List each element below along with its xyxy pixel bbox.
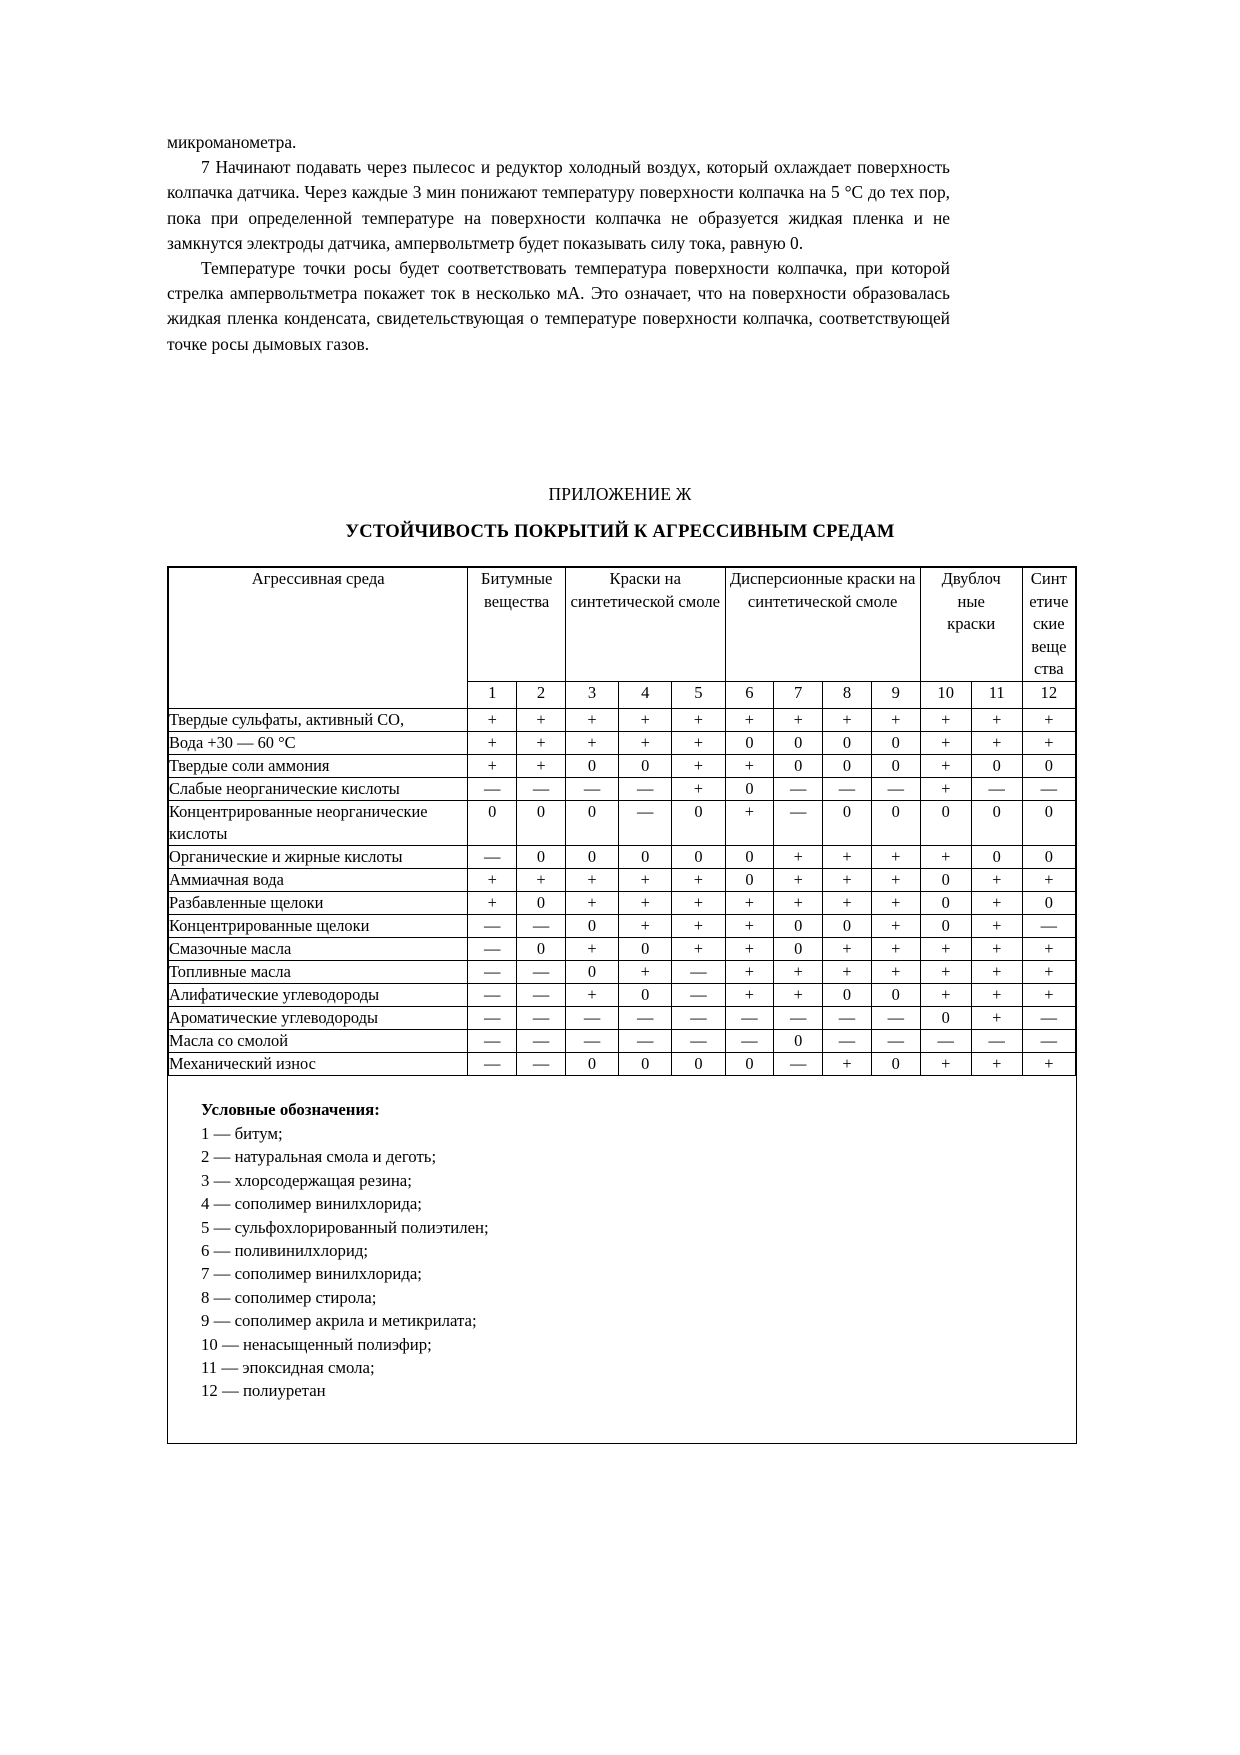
paragraph-2: Температуре точки росы будет соответствовать температура поверхности колпачка, при которой стрелка ампервольтметра покажет ток в несколько мА. Это означает, что на поверхности образовалась жидкая пленка конденсата, свидетельствующая о температуре поверхности колпачка, соответствующей точке росы дымовых газов. bbox=[167, 258, 950, 354]
table-cell: 0 bbox=[517, 845, 566, 868]
table-cell: — bbox=[468, 1029, 517, 1052]
table-cell: + bbox=[619, 868, 672, 891]
table-cell: — bbox=[672, 1029, 725, 1052]
table-cell: 0 bbox=[920, 868, 971, 891]
table-cell: + bbox=[517, 708, 566, 731]
header-number-2: 2 bbox=[517, 681, 566, 708]
body-text-block bbox=[167, 130, 950, 357]
table-cell: + bbox=[672, 708, 725, 731]
table-cell: + bbox=[565, 868, 618, 891]
header-number-5: 5 bbox=[672, 681, 725, 708]
table-cell: 0 bbox=[725, 731, 774, 754]
table-cell: — bbox=[619, 777, 672, 800]
table-row bbox=[169, 708, 1076, 731]
table-cell: — bbox=[1022, 1006, 1075, 1029]
table-cell: + bbox=[1022, 708, 1075, 731]
table-cell: + bbox=[823, 868, 872, 891]
table-cell: — bbox=[619, 800, 672, 845]
table-cell: — bbox=[672, 960, 725, 983]
table-cell: 0 bbox=[565, 960, 618, 983]
legend-item: 1 — битум; bbox=[201, 1123, 283, 1143]
table-cell: — bbox=[1022, 1029, 1075, 1052]
table-cell: — bbox=[468, 914, 517, 937]
table-cell: 0 bbox=[920, 800, 971, 845]
table-cell: — bbox=[468, 983, 517, 1006]
table-cell: + bbox=[971, 868, 1022, 891]
table-cell: + bbox=[517, 868, 566, 891]
table-row bbox=[169, 1029, 1076, 1052]
header-number-12: 12 bbox=[1022, 681, 1075, 708]
table-cell: — bbox=[725, 1029, 774, 1052]
table-cell: — bbox=[774, 800, 823, 845]
header-group-two-component-paints: Двублоч ные краски bbox=[920, 568, 1022, 682]
table-row-label: Концентрированные неорганические кислоты bbox=[169, 800, 468, 845]
table-cell: 0 bbox=[823, 914, 872, 937]
table-cell: + bbox=[672, 777, 725, 800]
table-cell: — bbox=[1022, 777, 1075, 800]
table-cell: — bbox=[565, 1006, 618, 1029]
legend-item: 10 — ненасыщенный полиэфир; bbox=[201, 1334, 432, 1354]
table-cell: 0 bbox=[725, 1052, 774, 1075]
table-cell: + bbox=[920, 777, 971, 800]
table-cell: 0 bbox=[619, 983, 672, 1006]
table-cell: — bbox=[517, 983, 566, 1006]
table-row-label: Органические и жирные кислоты bbox=[169, 845, 468, 868]
table-cell: 0 bbox=[565, 1052, 618, 1075]
table-cell: + bbox=[725, 914, 774, 937]
table-cell: 0 bbox=[774, 914, 823, 937]
legend-item: 3 — хлорсодержащая резина; bbox=[201, 1170, 412, 1190]
table-row bbox=[169, 891, 1076, 914]
table-cell: — bbox=[468, 777, 517, 800]
table-cell: + bbox=[823, 845, 872, 868]
legend-item: 2 — натуральная смола и деготь; bbox=[201, 1147, 437, 1167]
table-cell: + bbox=[971, 1006, 1022, 1029]
table-cell: 0 bbox=[971, 800, 1022, 845]
table-cell: 0 bbox=[823, 800, 872, 845]
table-cell: 0 bbox=[920, 914, 971, 937]
table-cell: — bbox=[468, 845, 517, 868]
table-cell: 0 bbox=[971, 845, 1022, 868]
table-cell: 0 bbox=[823, 983, 872, 1006]
table-cell: + bbox=[619, 914, 672, 937]
table-cell: + bbox=[565, 891, 618, 914]
table-cell: 0 bbox=[565, 845, 618, 868]
header-number-9: 9 bbox=[871, 681, 920, 708]
legend-item: 7 — сополимер винилхлорида; bbox=[201, 1264, 422, 1284]
table-cell: 0 bbox=[725, 868, 774, 891]
table-cell: + bbox=[565, 937, 618, 960]
table-cell: + bbox=[517, 754, 566, 777]
table-cell: + bbox=[468, 891, 517, 914]
table-cell: 0 bbox=[871, 1052, 920, 1075]
table-cell: + bbox=[920, 845, 971, 868]
table-cell: + bbox=[920, 960, 971, 983]
table-cell: + bbox=[971, 731, 1022, 754]
table-row bbox=[169, 1052, 1076, 1075]
table-cell: + bbox=[920, 754, 971, 777]
table-cell: 0 bbox=[1022, 754, 1075, 777]
header-group-synthetic-substances: Синт етиче ские веще ства bbox=[1022, 568, 1075, 682]
table-cell: 0 bbox=[920, 1006, 971, 1029]
table-cell: + bbox=[725, 891, 774, 914]
table-cell: + bbox=[774, 983, 823, 1006]
table-cell: + bbox=[1022, 731, 1075, 754]
table-cell: + bbox=[871, 891, 920, 914]
table-cell: — bbox=[619, 1006, 672, 1029]
table-cell: + bbox=[823, 937, 872, 960]
table-cell: + bbox=[468, 754, 517, 777]
table-cell: + bbox=[468, 868, 517, 891]
table-cell: 0 bbox=[1022, 845, 1075, 868]
legend-item: 11 — эпоксидная смола; bbox=[201, 1357, 375, 1377]
header-number-7: 7 bbox=[774, 681, 823, 708]
table-cell: + bbox=[1022, 1052, 1075, 1075]
table-row bbox=[169, 845, 1076, 868]
table-cell: + bbox=[871, 914, 920, 937]
legend-title: Условные обозначения: bbox=[201, 1099, 380, 1119]
table-cell: + bbox=[823, 891, 872, 914]
table-cell: — bbox=[1022, 914, 1075, 937]
table-cell: + bbox=[971, 1052, 1022, 1075]
table-cell: + bbox=[672, 891, 725, 914]
header-environment: Агрессивная среда bbox=[169, 568, 468, 709]
table-cell: 0 bbox=[774, 754, 823, 777]
table-cell: + bbox=[565, 983, 618, 1006]
table-row bbox=[169, 777, 1076, 800]
table-cell: — bbox=[517, 960, 566, 983]
table-row bbox=[169, 1006, 1076, 1029]
table-cell: + bbox=[468, 731, 517, 754]
table-cell: 0 bbox=[871, 800, 920, 845]
legend-item: 12 — полиуретан bbox=[201, 1381, 326, 1401]
table-cell: + bbox=[823, 1052, 872, 1075]
header-group-dispersion-paints: Дисперсионные краски на синтетической смоле bbox=[725, 568, 920, 682]
table-cell: + bbox=[1022, 960, 1075, 983]
table-row bbox=[169, 960, 1076, 983]
table-row bbox=[169, 800, 1076, 845]
table-cell: + bbox=[619, 891, 672, 914]
table-row-label: Ароматические углеводороды bbox=[169, 1006, 468, 1029]
table-cell: + bbox=[971, 914, 1022, 937]
table-cell: + bbox=[619, 708, 672, 731]
table-cell: — bbox=[774, 777, 823, 800]
table-cell: + bbox=[619, 960, 672, 983]
table-cell: 0 bbox=[774, 937, 823, 960]
table-row-label: Аммиачная вода bbox=[169, 868, 468, 891]
table-body bbox=[169, 708, 1076, 1075]
table-cell: + bbox=[920, 983, 971, 1006]
legend-item: 5 — сульфохлорированный полиэтилен; bbox=[201, 1217, 489, 1237]
table-cell: + bbox=[774, 845, 823, 868]
table-cell: + bbox=[619, 731, 672, 754]
table-cell: — bbox=[871, 1006, 920, 1029]
table-cell: + bbox=[920, 731, 971, 754]
table-cell: — bbox=[468, 937, 517, 960]
table-cell: 0 bbox=[774, 731, 823, 754]
table-row-label: Алифатические углеводороды bbox=[169, 983, 468, 1006]
table-cell: + bbox=[672, 914, 725, 937]
table-cell: + bbox=[920, 708, 971, 731]
table-cell: + bbox=[823, 708, 872, 731]
table-cell: — bbox=[672, 983, 725, 1006]
table-cell: 0 bbox=[823, 754, 872, 777]
table-cell: + bbox=[920, 1052, 971, 1075]
table-cell: 0 bbox=[823, 731, 872, 754]
legend-items bbox=[201, 1122, 1076, 1403]
table-cell: + bbox=[565, 708, 618, 731]
table-cell: — bbox=[468, 1006, 517, 1029]
table-row-label: Твердые сульфаты, активный СО, bbox=[169, 708, 468, 731]
table-cell: — bbox=[517, 1052, 566, 1075]
table-row bbox=[169, 937, 1076, 960]
table-cell: + bbox=[971, 708, 1022, 731]
table-cell: + bbox=[774, 960, 823, 983]
table-cell: 0 bbox=[619, 1052, 672, 1075]
table-cell: — bbox=[971, 777, 1022, 800]
table-cell: 0 bbox=[725, 845, 774, 868]
table-cell: + bbox=[1022, 868, 1075, 891]
page-title: УСТОЙЧИВОСТЬ ПОКРЫТИЙ К АГРЕССИВНЫМ СРЕДАМ bbox=[345, 521, 895, 542]
table-cell: 0 bbox=[871, 983, 920, 1006]
table-row-label: Разбавленные щелоки bbox=[169, 891, 468, 914]
table-cell: + bbox=[1022, 937, 1075, 960]
table-cell: + bbox=[1022, 983, 1075, 1006]
table-header-groups bbox=[169, 568, 1076, 682]
legend-item: 6 — поливинилхлорид; bbox=[201, 1240, 369, 1260]
table-cell: + bbox=[871, 937, 920, 960]
table-cell: + bbox=[823, 960, 872, 983]
table-cell: 0 bbox=[871, 754, 920, 777]
table-cell: + bbox=[774, 708, 823, 731]
table-cell: 0 bbox=[672, 845, 725, 868]
table-cell: — bbox=[774, 1006, 823, 1029]
table-cell: + bbox=[871, 845, 920, 868]
table-cell: 0 bbox=[468, 800, 517, 845]
legend-item: 8 — сополимер стирола; bbox=[201, 1287, 377, 1307]
table-row-label: Механический износ bbox=[169, 1052, 468, 1075]
header-group-bitumen: Битумные вещества bbox=[468, 568, 566, 682]
table-cell: — bbox=[871, 1029, 920, 1052]
table-cell: — bbox=[565, 1029, 618, 1052]
table-row-label: Слабые неорганические кислоты bbox=[169, 777, 468, 800]
table-cell: — bbox=[920, 1029, 971, 1052]
header-number-11: 11 bbox=[971, 681, 1022, 708]
table-cell: 0 bbox=[1022, 891, 1075, 914]
table-row bbox=[169, 914, 1076, 937]
table-cell: + bbox=[971, 983, 1022, 1006]
paragraph-1: 7 Начинают подавать через пылесос и редуктор холодный воздух, который охлаждает поверхность колпачка датчика. Через каждые 3 мин понижают температуру поверхности колпачка на 5 °C до тех пор, пока при определенной температуре на поверхности колпачка не образуется жидкая пленка и не замкнутся электроды датчика, ампервольтметр будет показывать силу тока, равную 0. bbox=[167, 157, 950, 253]
table-cell: 0 bbox=[971, 754, 1022, 777]
table-cell: — bbox=[774, 1052, 823, 1075]
table-cell: — bbox=[517, 1029, 566, 1052]
table-cell: — bbox=[725, 1006, 774, 1029]
table-cell: — bbox=[823, 1006, 872, 1029]
table-cell: + bbox=[871, 868, 920, 891]
table-cell: 0 bbox=[871, 731, 920, 754]
header-number-4: 4 bbox=[619, 681, 672, 708]
header-number-6: 6 bbox=[725, 681, 774, 708]
table-cell: + bbox=[468, 708, 517, 731]
table-cell: — bbox=[517, 1006, 566, 1029]
header-number-10: 10 bbox=[920, 681, 971, 708]
table-cell: — bbox=[468, 1052, 517, 1075]
table-cell: — bbox=[971, 1029, 1022, 1052]
header-group-synthetic-paints: Краски на синтетической смоле bbox=[565, 568, 725, 682]
table-cell: + bbox=[871, 960, 920, 983]
table-row-label: Масла со смолой bbox=[169, 1029, 468, 1052]
header-number-1: 1 bbox=[468, 681, 517, 708]
table-row-label: Твердые соли аммония bbox=[169, 754, 468, 777]
legend-item: 4 — сополимер винилхлорида; bbox=[201, 1194, 422, 1214]
table-cell: + bbox=[871, 708, 920, 731]
table-cell: — bbox=[517, 914, 566, 937]
table-row bbox=[169, 868, 1076, 891]
table-row bbox=[169, 731, 1076, 754]
table-cell: + bbox=[774, 868, 823, 891]
table-cell: — bbox=[468, 960, 517, 983]
table-row-label: Смазочные масла bbox=[169, 937, 468, 960]
table-cell: 0 bbox=[565, 800, 618, 845]
table-cell: 0 bbox=[920, 891, 971, 914]
table-cell: + bbox=[920, 937, 971, 960]
table-cell: + bbox=[672, 937, 725, 960]
table-cell: 0 bbox=[517, 891, 566, 914]
table-cell: + bbox=[725, 937, 774, 960]
table-cell: 0 bbox=[517, 937, 566, 960]
table-cell: 0 bbox=[672, 1052, 725, 1075]
table-row bbox=[169, 983, 1076, 1006]
legend-block bbox=[168, 1076, 1076, 1443]
table-cell: — bbox=[517, 777, 566, 800]
table-cell: + bbox=[725, 800, 774, 845]
table-row-label: Вода +30 — 60 °C bbox=[169, 731, 468, 754]
table-row-label: Топливные масла bbox=[169, 960, 468, 983]
table-cell: + bbox=[672, 868, 725, 891]
table-row-label: Концентрированные щелоки bbox=[169, 914, 468, 937]
header-number-3: 3 bbox=[565, 681, 618, 708]
table-cell: 0 bbox=[672, 800, 725, 845]
table-cell: 0 bbox=[1022, 800, 1075, 845]
coating-resistance-table bbox=[168, 567, 1076, 1076]
table-cell: — bbox=[823, 777, 872, 800]
table-cell: + bbox=[971, 960, 1022, 983]
table-cell: — bbox=[565, 777, 618, 800]
table-cell: — bbox=[823, 1029, 872, 1052]
table-cell: + bbox=[971, 937, 1022, 960]
table-cell: + bbox=[725, 754, 774, 777]
table-cell: + bbox=[672, 754, 725, 777]
table-cell: + bbox=[725, 960, 774, 983]
table-cell: 0 bbox=[619, 754, 672, 777]
table-cell: 0 bbox=[725, 777, 774, 800]
table-cell: 0 bbox=[565, 914, 618, 937]
table-cell: + bbox=[517, 731, 566, 754]
table-row bbox=[169, 754, 1076, 777]
table-cell: — bbox=[871, 777, 920, 800]
table-cell: 0 bbox=[619, 845, 672, 868]
table-cell: 0 bbox=[517, 800, 566, 845]
appendix-frame bbox=[167, 566, 1077, 1444]
paragraph-0: микроманометра. bbox=[167, 132, 297, 152]
appendix-label: ПРИЛОЖЕНИЕ Ж bbox=[548, 484, 692, 504]
table-cell: + bbox=[672, 731, 725, 754]
table-cell: — bbox=[672, 1006, 725, 1029]
table-cell: — bbox=[619, 1029, 672, 1052]
table-cell: + bbox=[565, 731, 618, 754]
legend-item: 9 — сополимер акрила и метикрилата; bbox=[201, 1311, 477, 1331]
table-cell: + bbox=[725, 708, 774, 731]
table-cell: 0 bbox=[619, 937, 672, 960]
table-cell: + bbox=[971, 891, 1022, 914]
table-cell: + bbox=[774, 891, 823, 914]
table-cell: + bbox=[725, 983, 774, 1006]
table-cell: 0 bbox=[774, 1029, 823, 1052]
header-number-8: 8 bbox=[823, 681, 872, 708]
table-cell: 0 bbox=[565, 754, 618, 777]
